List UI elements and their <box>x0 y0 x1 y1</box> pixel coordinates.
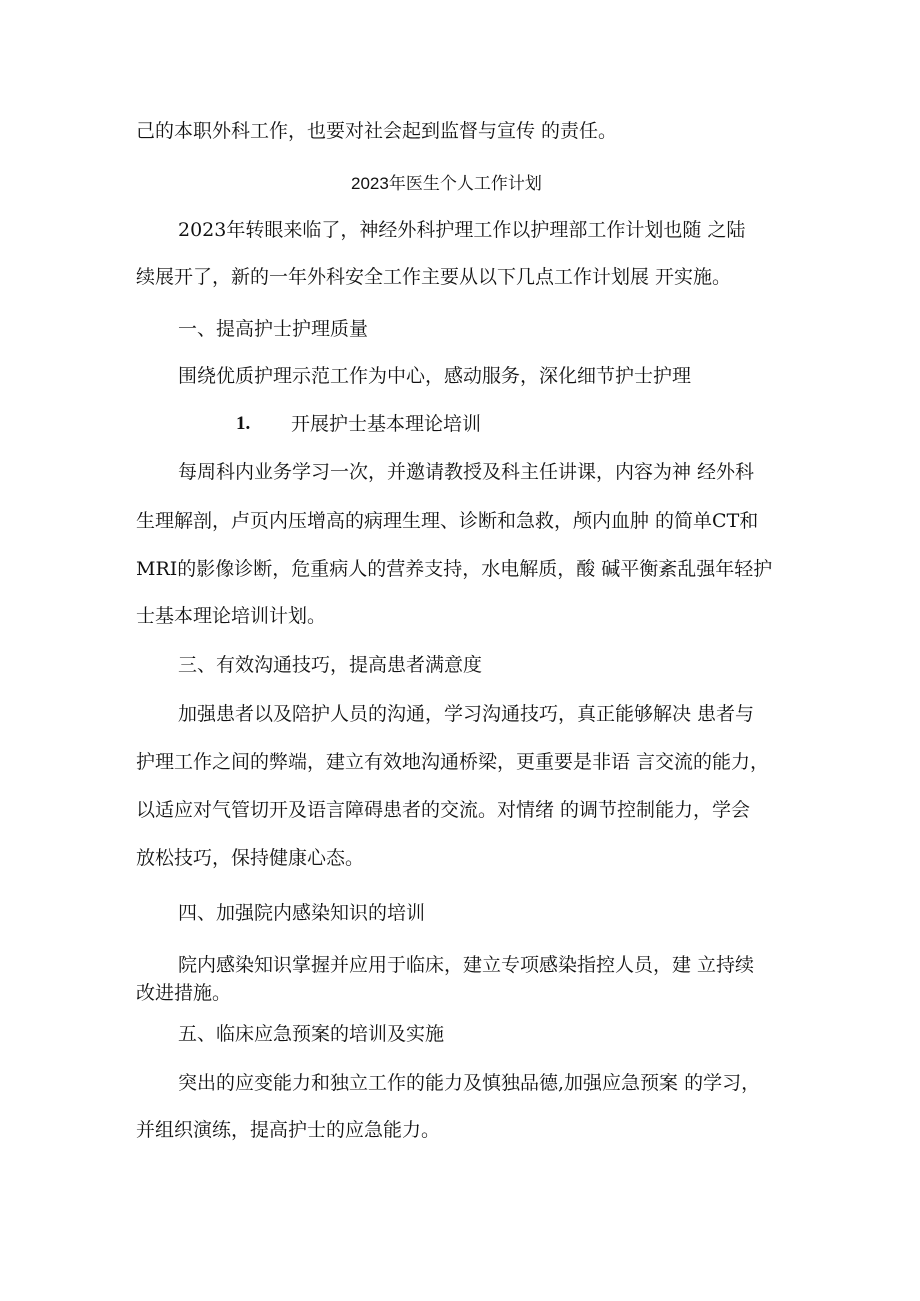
section1-paragraph-line-2: 生理解剖，卢页内压增高的病理生理、诊断和急救，颅内血肿 的简单CT和 <box>136 510 759 532</box>
section5-heading: 五、临床应急预案的培训及实施 <box>178 1023 445 1045</box>
section1-paragraph-line-4: 士基本理论培训计划。 <box>136 605 327 627</box>
section1-text: 围绕优质护理示范工作为中心，感动服务，深化细节护士护理 <box>178 365 692 387</box>
section1-paragraph-line-1: 每周科内业务学习一次，并邀请教授及科主任讲课，内容为神 经外科 <box>178 461 755 483</box>
document-title: 2023年医生个人工作计划 <box>351 174 542 193</box>
continuation-line: 己的本职外科工作，也要对社会起到监督与宣传 的责任。 <box>136 120 618 142</box>
section4-paragraph-line-2: 改进措施。 <box>136 982 232 1004</box>
section4-paragraph-line-1: 院内感染知识掌握并应用于临床，建立专项感染指控人员，建 立持续 <box>178 954 755 976</box>
section5-paragraph-line-2: 并组织演练，提高护士的应急能力。 <box>136 1119 441 1141</box>
intro-line-1: 2023年转眼来临了，神经外科护理工作以护理部工作计划也随 之陆 <box>178 219 746 241</box>
section4-heading: 四、加强院内感染知识的培训 <box>178 902 426 924</box>
section1-heading: 一、提高护士护理质量 <box>178 318 369 340</box>
intro-line-2: 续展开了，新的一年外科安全工作主要从以下几点工作计划展 开实施。 <box>136 266 732 288</box>
section3-heading: 三、有效沟通技巧，提高患者满意度 <box>178 654 483 676</box>
section5-paragraph-line-1: 突出的应变能力和独立工作的能力及慎独品德,加强应急预案 的学习， <box>178 1072 761 1094</box>
list-item-number: 1. <box>236 413 251 434</box>
section1-paragraph-line-3: MRI的影像诊断，危重病人的营养支持，水电解质，酸 碱平衡紊乱强年轻护 <box>136 558 773 580</box>
section3-paragraph-line-1: 加强患者以及陪护人员的沟通，学习沟通技巧，真正能够解决 患者与 <box>178 703 755 725</box>
section3-paragraph-line-3: 以适应对气管切开及语言障碍患者的交流。对情绪 的调节控制能力，学会 <box>136 799 751 821</box>
section3-paragraph-line-2: 护理工作之间的弊端，建立有效地沟通桥梁，更重要是非语 言交流的能力， <box>136 751 770 773</box>
list-item-label: 开展护士基本理论培训 <box>291 413 482 435</box>
section3-paragraph-line-4: 放松技巧，保持健康心态。 <box>136 847 365 869</box>
